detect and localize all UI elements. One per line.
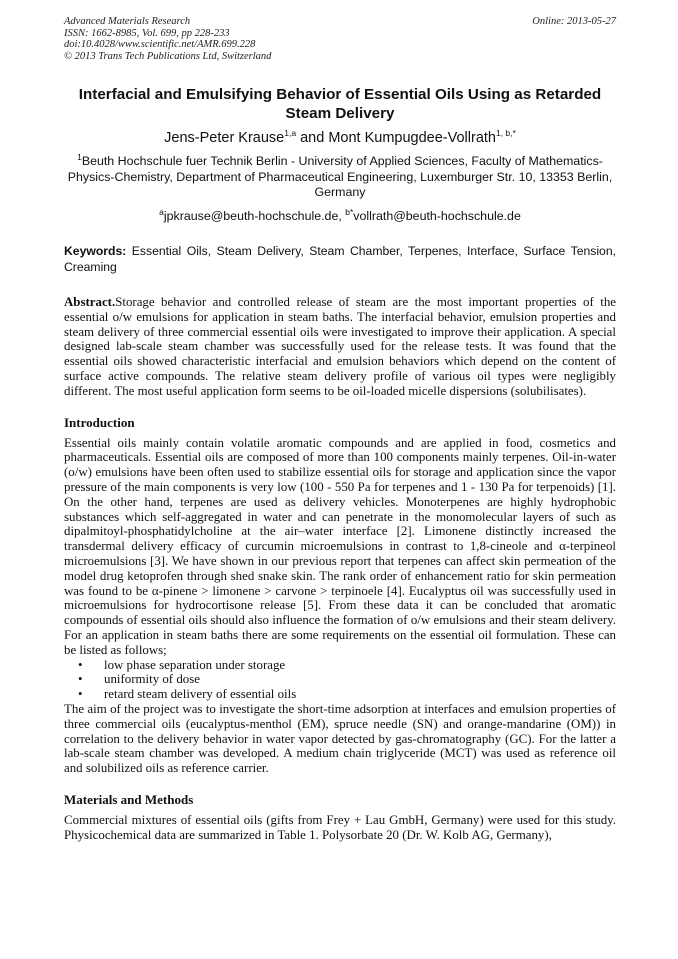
author-emails — [64, 206, 616, 225]
introduction-heading: Introduction — [64, 414, 135, 430]
online-date: Online: 2013-05-27 — [532, 16, 616, 27]
journal-name: Advanced Materials Research — [64, 16, 191, 27]
journal-header — [64, 16, 616, 62]
keywords-text: Essential Oils, Steam Delivery, Steam Chamber, Terpenes, Interface, Surface Tension, Creaming — [64, 244, 616, 274]
requirements-list — [64, 658, 616, 702]
list-item — [64, 672, 616, 687]
email-mark-b: b* — [345, 206, 354, 217]
list-item-text: retard steam delivery of essential oils — [104, 687, 297, 702]
list-item-text: low phase separation under storage — [104, 657, 286, 672]
bullet-symbol: • — [78, 657, 83, 672]
email-mark-a: a — [159, 206, 164, 217]
list-item-text: uniformity of dose — [104, 672, 200, 687]
abstract-label: Abstract. — [64, 295, 116, 309]
author-vollrath-affiliation-mark: 1, b,* — [495, 128, 516, 139]
author-krause-affiliation-mark: 1,a — [284, 128, 297, 139]
author-list — [64, 129, 616, 147]
introduction-paragraph-1: Essential oils mainly contain volatile aromatic compounds and are applied in food, cosmetics and pharmaceuticals. Essential oils are composed of more than 100 components mainly terpenes. Oil-in-water (o/w) emulsions have been often used to stabilize essential oils for storage and application since the vapor pressure of the main components is very low (100 - 550 Pa for terpenes and 1 - 130 Pa for terpenoids) [1]. On the other hand, terpenes are used as delivery vehicles. Monoterpenes are highly hydrophobic substances which self-aggregated in water and can penetrate in the monomolecular layers of such as dipalmitoyl-phosphatidylcholine at the air–water interface [2]. Limonene distinctly increased the transdermal delivery efficacy of curcumin microemulsions in contrast to 1,8-cineole and α-terpineol microemulsions [3]. We have shown in our previous report that terpenes can affect skin permeation of the model drug ketoprofen through shed snake skin. The rank order of enhancement ratio for skin permeation was found to be α-pinene > limonene > carvone > terpinoele [4]. Eucalyptus oil was successfully used in microemulsions for hydrocortisone release [5]. From these data it can be concluded that aromatic compounds of essential oils should also influence the formation of o/w emulsions and their steam delivery. For an application in steam baths there are some requirements on the essential oil formulation. These can be listed as follows; — [64, 435, 616, 657]
introduction-paragraph-2: The aim of the project was to investigate the short-time adsorption at interfaces and emulsion properties of three commercial oils (eucalyptus-menthol (EM), spruce needle (SN) and orange-mandarine (OM)) in correlation to the delivery behavior in water vapor detected by gas-chromatography (GC). For the latter a lab-scale steam chamber was developed. A medium chain triglyceride (MCT) was used as reference oil and solubilized oils as reference carrier. — [64, 701, 616, 776]
author-kumpugdee-vollrath: Mont Kumpugdee-Vollrath — [328, 130, 496, 146]
article-doi: doi:10.4028/www.scientific.net/AMR.699.228 — [64, 39, 256, 50]
affiliation-text: Beuth Hochschule fuer Technik Berlin - University of Applied Sciences, Faculty of Mathematics-Physics-Chemistry, Department of Pharmaceutical Engineering, Luxemburger Str. 10, 13353 Berlin, Germany — [67, 154, 613, 199]
abstract-text: Storage behavior and controlled release of steam are the most important properties of the essential o/w emulsions for application in steam baths. The interfacial behavior, emulsion properties and steam delivery of three commercial essential oils were investigated to improve their application. A special designed lab-scale steam chamber was successfully used for the release tests. It was found that the essential oils showed characteristic interfacial and emulsion behaviors which depend on the content of surface active compounds. The relative steam delivery profile of various oil types were negligibly different. The most useful application form seems to be oil-loaded micelle dispersions (solubilisates). — [64, 295, 616, 398]
email-krause: jpkrause@beuth-hochschule.de, — [163, 208, 346, 223]
affiliation-mark: 1 — [77, 151, 82, 162]
author-krause: Jens-Peter Krause — [164, 130, 285, 146]
abstract — [64, 295, 616, 399]
list-item — [64, 687, 616, 702]
affiliation — [64, 151, 616, 201]
list-item — [64, 658, 616, 673]
paper-title: Interfacial and Emulsifying Behavior of Essential Oils Using as Retarded Steam Delivery — [78, 86, 602, 122]
email-vollrath: vollrath@beuth-hochschule.de — [353, 208, 521, 223]
bullet-symbol: • — [78, 672, 83, 687]
materials-paragraph-1: Commercial mixtures of essential oils (gifts from Frey + Lau GmbH, Germany) were used for this study. Physicochemical data are summarized in Table 1. Polysorbate 20 (Dr. W. Kolb AG, Germany), — [64, 812, 616, 842]
keywords-label: Keywords: — [64, 244, 127, 258]
bullet-symbol: • — [78, 687, 83, 702]
materials-heading: Materials and Methods — [64, 791, 194, 807]
copyright-notice: © 2013 Trans Tech Publications Ltd, Switzerland — [64, 50, 272, 62]
journal-issn: ISSN: 1662-8985, Vol. 699, pp 228-233 — [64, 27, 230, 39]
author-conjunction: and — [296, 130, 329, 146]
keywords — [64, 244, 616, 275]
